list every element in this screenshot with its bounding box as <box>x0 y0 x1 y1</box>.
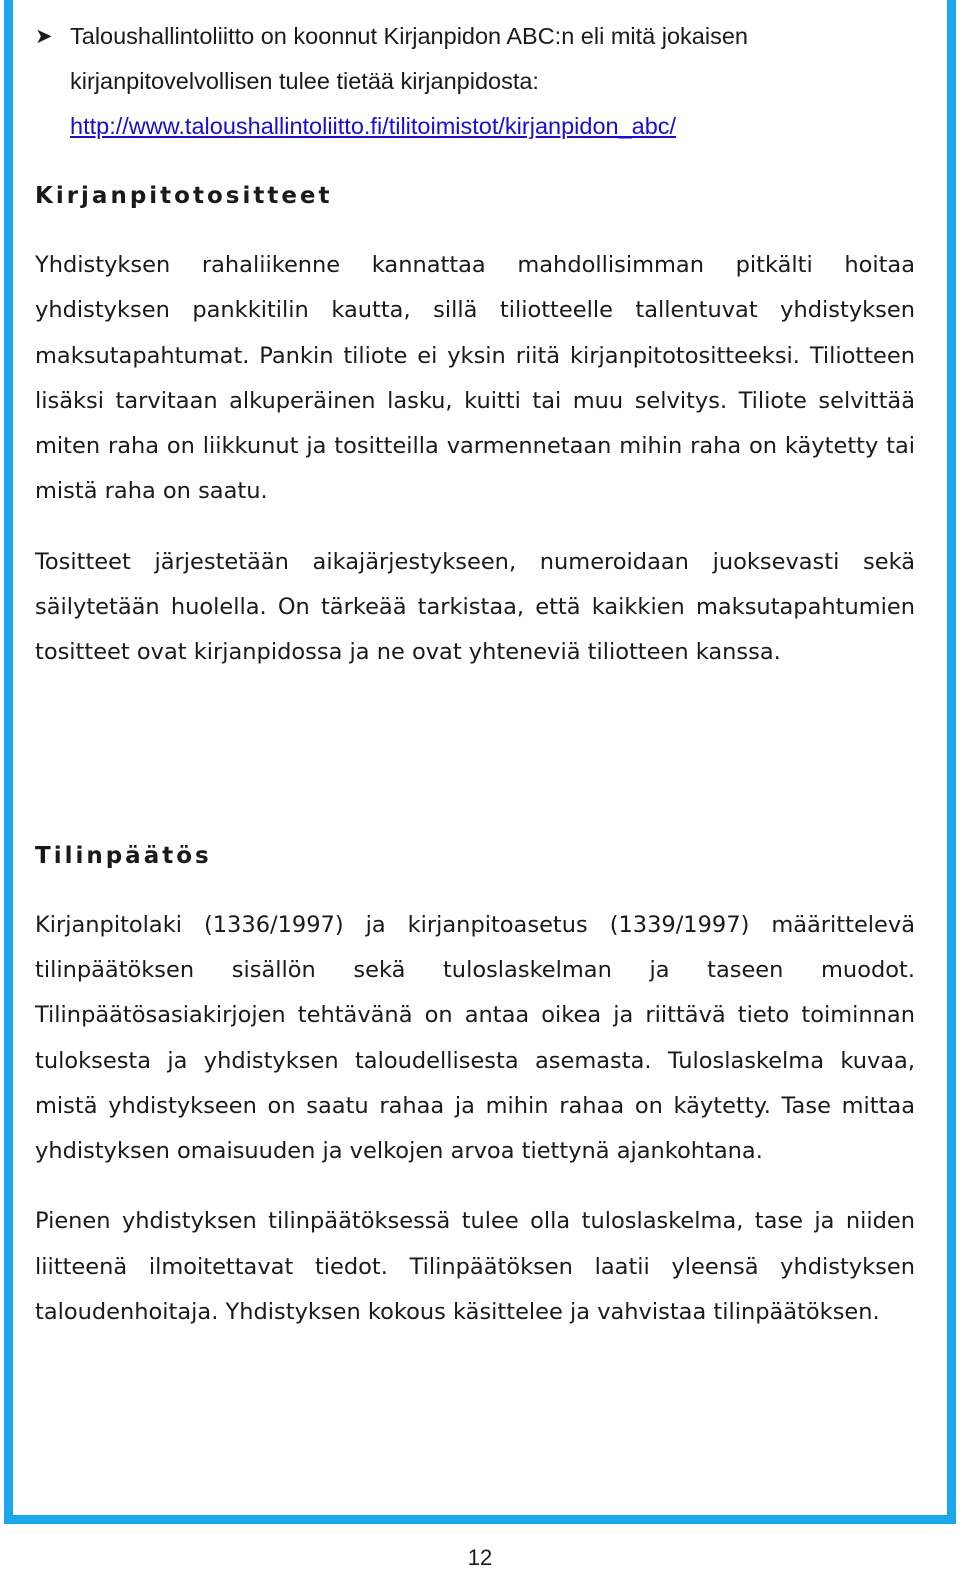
section-heading-tilinpaatos: Tilinpäätös <box>35 842 212 869</box>
section-heading-kirjanpitotositteet: Kirjanpitotositteet <box>35 183 333 209</box>
paragraph-tilinpaatos-1: Kirjanpitolaki (1336/1997) ja kirjanpitoasetus (1339/1997) määrittelevä tilinpäätöksen sisällön sekä tuloslaskelman ja taseen muodot. Tilinpäätösasiakirjojen tehtävänä on antaa oikea ja riittävä tieto toiminnan tuloksesta ja yhdistyksen taloudellisesta asemasta. Tuloslaskelma kuvaa, mistä yhdistykseen on saatu rahaa ja mihin rahaa on käytetty. Tase mittaa yhdistyksen omaisuuden ja velkojen arvoa tiettynä ajankohtana. <box>35 911 915 1165</box>
paragraph-kirjanpito-1: Yhdistyksen rahaliikenne kannattaa mahdollisimman pitkälti hoitaa yhdistyksen pankkitilin kautta, sillä tiliotteelle tallentuvat yhdistyksen maksutapahtumat. Pankin tiliote ei yksin riitä kirjanpitotositteeksi. Tiliotteen lisäksi tarvitaan alkuperäinen lasku, kuitti tai muu selvitys. Tiliote selvittää miten raha on liikkunut ja tositteilla varmennetaan mihin raha on käytetty tai mistä raha on saatu. <box>35 252 915 505</box>
page-number: 12 <box>467 1545 493 1570</box>
arrow-bullet-icon: ➤ <box>35 25 53 48</box>
bullet-text: Taloushallintoliitto on koonnut Kirjanpidon ABC:n eli mitä jokaisen kirjanpitovelvollisen tulee tietää kirjanpidosta: <box>70 23 748 94</box>
paragraph-tilinpaatos-2: Pienen yhdistyksen tilinpäätöksessä tulee olla tuloslaskelma, tase ja niiden liitteenä ilmoitettavat tiedot. Tilinpäätöksen laatii yleensä yhdistyksen taloudenhoitaja. Yhdistyksen kokous käsittelee ja vahvistaa tilinpäätöksen. <box>35 1208 915 1326</box>
bullet-item <box>35 14 915 149</box>
paragraph-kirjanpito-2: Tositteet järjestetään aikajärjestykseen, numeroidaan juoksevasti sekä säilytetään huolella. On tärkeää tarkistaa, että kaikkien maksutapahtumien tositteet ovat kirjanpidossa ja ne ovat yhteneviä tiliotteen kanssa. <box>35 548 915 666</box>
page-content <box>35 14 915 1335</box>
abc-link[interactable]: http://www.taloushallintoliitto.fi/tilitoimistot/kirjanpidon_abc/ <box>70 113 677 139</box>
